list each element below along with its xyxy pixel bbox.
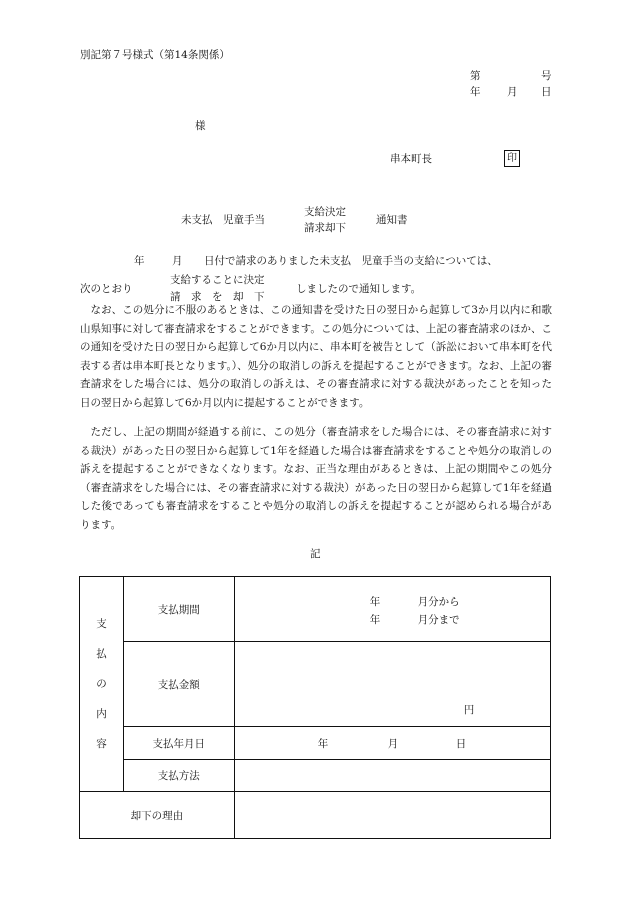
addressee-sama: 様	[195, 120, 206, 132]
payment-method-label: 支払方法	[123, 760, 234, 792]
payment-method-value	[234, 760, 550, 792]
number-dai: 第	[470, 70, 481, 82]
body-paragraph-2: ただし、上記の期間が経過する前に、この処分（審査請求をした場合には、その審査請求に対する裁決）があった日の翌日から起算して1年を経過した場合は審査請求をすることや処分の取消しの訴えを提起することができなくなります。なお、正当な理由があるときは、上記の期間やこの処分（審査請求をした場合には、その審査請求に対する裁決）があった日の翌日から起算して1年を経過した後であっても審査請求をすることや処分の取消しの訴えを提起することが認められる場合があります。	[80, 426, 552, 531]
doc-title-suffix: 通知書	[376, 214, 408, 226]
body-paragraph-1: なお、この処分に不服のあるときは、この通知書を受けた日の翌日から起算して3か月以内に和歌山県知事に対して審査請求をすることができます。この処分については、上記の審査請求のほか、この通知を受けた日の翌日から起算して6か月以内に、串本町を被告として（訴訟において串本町を代表する者は串本町長となります。）、処分の取消しの訴えを提起することができます。なお、上記の審査請求をした場合には、処分の取消しの訴えは、その審査請求に対する裁決があったことを知った日の翌日から起算して6か月以内に提起することができます。	[80, 304, 552, 409]
payment-date-value: 年 月 日	[234, 727, 550, 760]
payment-date-label: 支払年月日	[123, 727, 234, 760]
date-year: 年	[470, 86, 481, 98]
body-line2-option-top: 支給することに決定	[170, 274, 265, 286]
reject-reason-value	[234, 792, 550, 839]
seal-mark: 印	[504, 150, 520, 167]
sender-title: 串本町長	[390, 153, 432, 165]
body-line1-text: 日付で請求のありました未支払 児童手当の支給については、	[204, 255, 498, 267]
number-go: 号	[541, 70, 552, 82]
reject-reason-label: 却下の理由	[80, 792, 235, 839]
doc-title-prefix: 未支払 児童手当	[181, 214, 265, 226]
doc-title-option-top: 支給決定	[304, 206, 346, 218]
body-line2-prefix: 次のとおり	[80, 283, 133, 295]
body-line2-option-bottom: 請 求 を 却 下	[170, 291, 265, 303]
doc-title-option-bottom: 請求却下	[304, 222, 346, 234]
body-line2-suffix: しましたので通知します。	[296, 283, 422, 295]
date-day: 日	[541, 86, 552, 98]
date-month: 月	[507, 86, 518, 98]
form-title: 別記第７号様式（第14条関係）	[80, 49, 230, 61]
payment-table	[79, 576, 551, 839]
payment-contents-label: 支 払 の 内 容	[80, 577, 124, 792]
amount-value: 円	[234, 642, 550, 727]
ki-heading: 記	[310, 548, 321, 560]
period-label: 支払期間	[123, 577, 234, 642]
body-line1-year: 年	[134, 255, 145, 267]
period-value: 年 月分から 年 月分まで	[234, 577, 550, 642]
body-line1-month: 月	[172, 255, 183, 267]
amount-label: 支払金額	[123, 642, 234, 727]
